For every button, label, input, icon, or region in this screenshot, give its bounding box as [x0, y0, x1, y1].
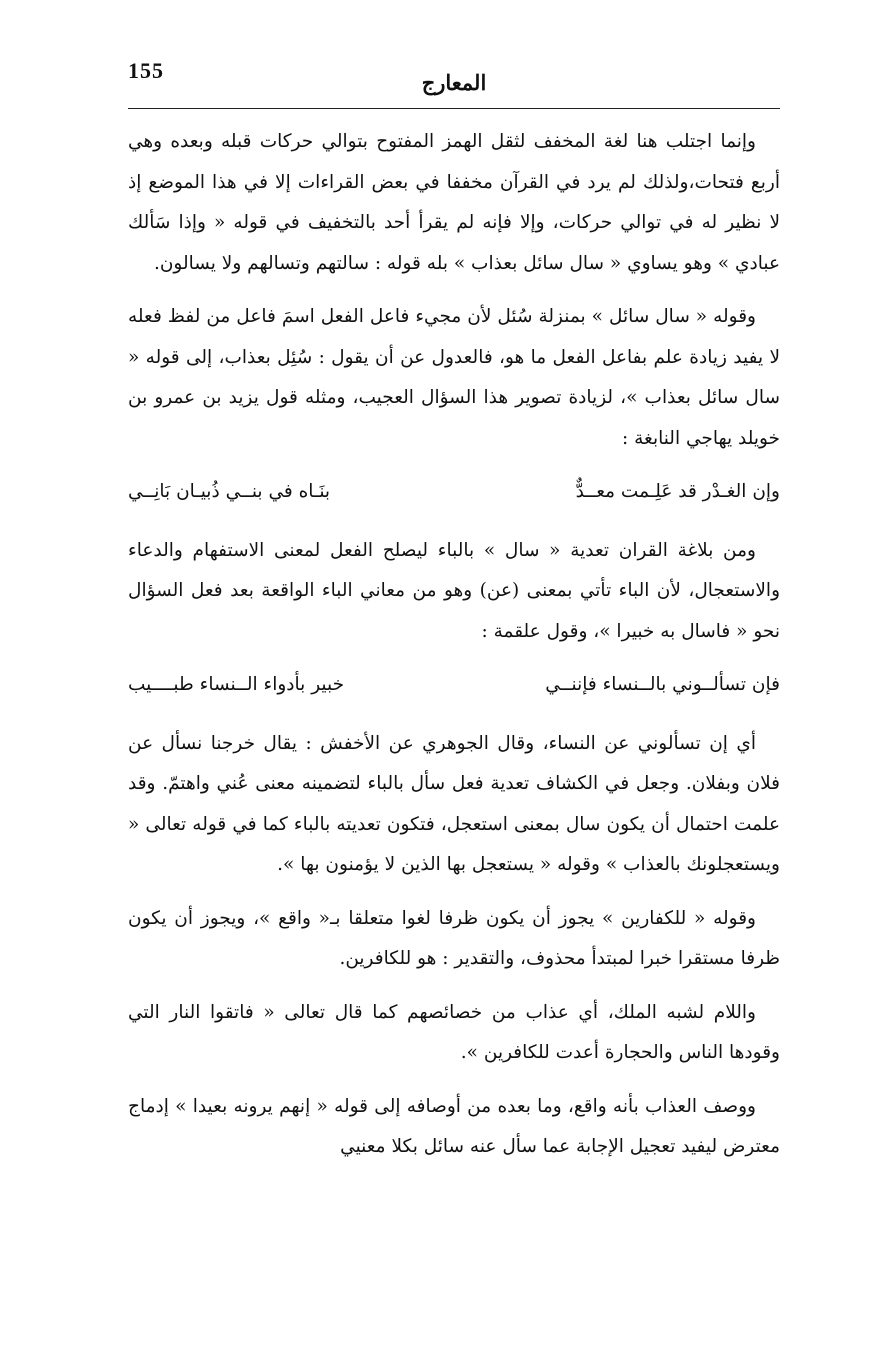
verse-1-first-hemistich: وإن الغـدْر قد عَلِـمت معــدٌّ [575, 481, 780, 502]
paragraph-3: ومن بلاغة القران تعدية « سال » بالباء ليصلح الفعل لمعنى الاستفهام والدعاء والاستعجال، لأن الباء تأتي بمعنى (عن) وهو من معاني الباء الواقعة بعد فعل السؤال نحو « فاسال به خبيرا »، وقول علقمة : [128, 539, 780, 642]
paragraph-7: ووصف العذاب بأنه واقع، وما بعده من أوصافه إلى قوله « إنهم يرونه بعيدا » إدماج معترض ليفيد تعجيل الإجابة عما سأل عنه سائل بكلا معنيي [128, 1095, 780, 1157]
paragraph-1: وإنما اجتلب هنا لغة المخفف لثقل الهمز المفتوح بتوالي حركات قبله وبعده وهي أربع فتحات،ولذلك لم يرد في القرآن مخففا في بعض القراءات إلا في هذا الموضع إذ لا نظير له في توالي حركات، وإلا فإنه لم يقرأ أحد بالتخفيف في قوله « وإذا سَألك عبادي » وهو يساوي « سال سائل بعذاب » بله قوله : سالتهم وتسالهم ولا يسالون. [128, 131, 780, 274]
page-number: 155 [128, 58, 164, 83]
paragraph-2: وقوله « سال سائل » بمنزلة سُئل لأن مجيء فاعل الفعل اسمَ فاعل من لفظ فعله لا يفيد زيادة علم بفاعل الفعل ما هو، فالعدول عن أن يقول : سُئِل بعذاب، إلى قوله « سال سائل بعذاب »، لزيادة تصوير هذا السؤال العجيب، ومثله قول يزيد بن عمرو بن خويلد يهاجي النابغة : [128, 306, 780, 449]
verse-1 [128, 472, 780, 513]
verse-1-second-hemistich: بنَـاه في بنــي ذُبيـان بَانِــي [128, 481, 331, 502]
paragraph-5: وقوله « للكفارين » يجوز أن يكون ظرفا لغوا متعلقا بـ« واقع »، ويجوز أن يكون ظرفا مستقرا خبرا لمبتدأ محذوف، والتقدير : هو للكافرين. [128, 907, 780, 969]
header-rule [128, 108, 780, 109]
paragraph-6: واللام لشبه الملك، أي عذاب من خصائصهم كما قال تعالى « فاتقوا النار التي وقودها الناس والحجارة أعدت للكافرين ». [128, 1001, 780, 1063]
verse-2 [128, 665, 780, 706]
running-title: المعارج [421, 70, 487, 95]
paragraph-4: أي إن تسألوني عن النساء، وقال الجوهري عن الأخفش : يقال خرجنا نسأل عن فلان وبفلان. وجعل في الكشاف تعدية فعل سأل بالباء لتضمينه معنى عُني واهتمّ. وقد علمت احتمال أن يكون سال بمعنى استعجل، فتكون تعديته بالباء كما في قوله تعالى « ويستعجلونك بالعذاب » وقوله « يستعجل بها الذين لا يؤمنون بها ». [128, 732, 780, 875]
verse-2-first-hemistich: فإن تسألــوني بالــنساء فإننــي [545, 674, 780, 695]
verse-2-second-hemistich: خبير بأدواء الــنساء طبــــيب [128, 674, 345, 695]
page-header [128, 50, 780, 102]
page-body [128, 122, 780, 1181]
